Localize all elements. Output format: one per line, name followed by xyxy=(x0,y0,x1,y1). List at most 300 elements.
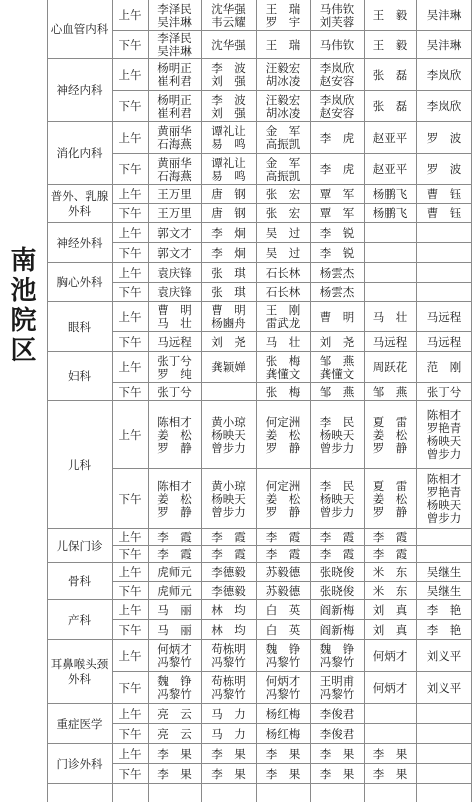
doctor-name: 曾步力 xyxy=(426,447,462,461)
doctor-name: 冯黎竹 xyxy=(265,687,301,701)
doctor-name: 吴继生 xyxy=(426,565,462,579)
doctor-name: 杨映天 xyxy=(319,427,355,442)
doctor-cell xyxy=(201,563,256,582)
doctor-name: 李 果 xyxy=(265,766,301,781)
doctor-name: 苟栋明 xyxy=(211,674,246,688)
doctor-name: 杨明正 xyxy=(157,61,192,75)
doctor-cell xyxy=(201,764,256,784)
doctor-cell xyxy=(310,223,364,243)
doctor-name: 罗 静 xyxy=(372,440,408,455)
doctor-cell xyxy=(201,546,256,563)
doctor-name: 覃 军 xyxy=(319,187,355,201)
doctor-name: 唐 钢 xyxy=(211,187,246,201)
doctor-name: 冯黎竹 xyxy=(157,655,192,669)
doctor-name: 胡冰凌 xyxy=(265,74,301,88)
doctor-name: 冯黎竹 xyxy=(157,687,192,701)
doctor-cell xyxy=(364,640,416,672)
doctor-cell xyxy=(310,401,364,469)
doctor-cell xyxy=(310,672,364,704)
doctor-name: 杨鹏飞 xyxy=(372,206,408,220)
column-divider xyxy=(148,0,149,802)
doctor-cell xyxy=(201,59,256,91)
period-label: 下午 xyxy=(118,99,142,113)
doctor-name: 雷武龙 xyxy=(265,316,301,330)
doctor-cell xyxy=(148,546,201,563)
doctor-cell xyxy=(310,332,364,352)
doctor-cell xyxy=(148,31,201,59)
doctor-cell xyxy=(256,332,310,352)
doctor-name: 李 霞 xyxy=(211,530,246,544)
column-divider xyxy=(416,0,417,802)
doctor-cell xyxy=(256,640,310,672)
doctor-cell xyxy=(310,546,364,563)
doctor-name: 杨映天 xyxy=(211,491,246,506)
doctor-cell xyxy=(364,529,416,546)
doctor-cell xyxy=(310,302,364,332)
doctor-name: 虎师元 xyxy=(157,565,192,579)
doctor-name: 杨映天 xyxy=(426,434,462,448)
doctor-name: 郭文才 xyxy=(157,245,192,260)
doctor-cell xyxy=(310,59,364,91)
doctor-name: 李 锐 xyxy=(319,225,355,240)
doctor-cell xyxy=(310,744,364,764)
doctor-name: 曾步力 xyxy=(319,504,355,519)
doctor-name: 杨映天 xyxy=(211,427,246,442)
doctor-cell xyxy=(256,764,310,784)
doctor-cell xyxy=(416,469,472,529)
doctor-name: 邹 燕 xyxy=(319,353,355,368)
doctor-cell xyxy=(310,640,364,672)
doctor-cell xyxy=(310,529,364,546)
period-label: 下午 xyxy=(118,162,142,176)
doctor-cell xyxy=(416,352,472,383)
doctor-name: 石长林 xyxy=(265,285,301,299)
doctor-cell xyxy=(256,223,310,243)
doctor-name: 杨映天 xyxy=(319,491,355,506)
doctor-name: 杨明正 xyxy=(157,92,192,107)
doctor-name: 马 壮 xyxy=(265,334,301,349)
doctor-name: 曾步力 xyxy=(319,440,355,455)
doctor-name: 张晓俊 xyxy=(319,583,355,598)
doctor-cell xyxy=(364,546,416,563)
doctor-cell xyxy=(310,582,364,600)
doctor-cell xyxy=(256,672,310,704)
doctor-name: 袁庆锋 xyxy=(157,285,192,299)
doctor-cell xyxy=(416,582,472,600)
doctor-name: 石海燕 xyxy=(157,168,192,183)
doctor-name: 李德毅 xyxy=(211,583,246,598)
doctor-name: 赵亚平 xyxy=(372,162,408,176)
period-label: 上午 xyxy=(118,360,142,374)
doctor-name: 胡冰凌 xyxy=(265,105,301,120)
period-label: 上午 xyxy=(118,427,142,442)
doctor-name: 易 鸣 xyxy=(211,137,246,151)
doctor-cell xyxy=(148,91,201,122)
doctor-name: 夏 雷 xyxy=(372,414,408,429)
doctor-cell xyxy=(364,59,416,91)
doctor-name: 杨红梅 xyxy=(265,726,301,741)
doctor-name: 李 果 xyxy=(211,766,246,781)
doctor-name: 李 艳 xyxy=(426,602,462,617)
doctor-cell xyxy=(364,744,416,764)
doctor-cell xyxy=(256,724,310,744)
doctor-name: 杨红梅 xyxy=(265,706,301,721)
doctor-name: 阎新梅 xyxy=(319,622,355,637)
doctor-name: 龚懂文 xyxy=(265,366,301,381)
doctor-cell xyxy=(201,243,256,263)
doctor-name: 韦云耀 xyxy=(211,14,246,29)
doctor-name: 冯黎竹 xyxy=(211,687,246,701)
doctor-cell xyxy=(310,764,364,784)
doctor-name: 马伟钦 xyxy=(319,37,355,52)
doctor-name: 赵亚平 xyxy=(372,130,408,145)
doctor-name: 罗 纯 xyxy=(157,366,192,381)
period-label: 下午 xyxy=(118,206,142,220)
doctor-name: 李 果 xyxy=(211,746,246,761)
doctor-name: 马 壮 xyxy=(372,309,408,324)
doctor-name: 罗 静 xyxy=(372,504,408,519)
doctor-name: 白 英 xyxy=(265,622,301,637)
doctor-cell xyxy=(256,582,310,600)
doctor-cell xyxy=(256,563,310,582)
doctor-name: 亮 云 xyxy=(157,706,192,721)
doctor-cell xyxy=(364,302,416,332)
doctor-cell xyxy=(201,302,256,332)
period-label: 下午 xyxy=(118,245,142,260)
doctor-name: 米 东 xyxy=(372,583,408,598)
doctor-cell xyxy=(256,600,310,620)
doctor-cell xyxy=(256,91,310,122)
doctor-name: 李 波 xyxy=(211,92,246,107)
doctor-name: 袁庆锋 xyxy=(157,265,192,280)
doctor-cell xyxy=(364,600,416,620)
doctor-name: 李 霞 xyxy=(372,530,408,544)
doctor-name: 吴 过 xyxy=(265,245,301,260)
doctor-cell xyxy=(310,31,364,59)
doctor-name: 王 毅 xyxy=(372,37,408,52)
period-label: 上午 xyxy=(118,225,142,240)
doctor-name: 曾步力 xyxy=(211,440,246,455)
period-label: 上午 xyxy=(118,265,142,280)
doctor-name: 苏毅德 xyxy=(265,565,301,579)
doctor-cell xyxy=(201,122,256,154)
period-label: 下午 xyxy=(118,726,142,741)
doctor-name: 罗 宇 xyxy=(265,14,301,29)
doctor-name: 李 霞 xyxy=(319,547,355,561)
doctor-cell xyxy=(201,154,256,185)
doctor-name: 李 果 xyxy=(265,746,301,761)
doctor-name: 吴沣琳 xyxy=(157,44,192,58)
doctor-name: 李 民 xyxy=(319,478,355,493)
doctor-name: 杨鹏飞 xyxy=(372,187,408,201)
column-divider xyxy=(112,0,113,802)
period-label: 上午 xyxy=(118,309,142,324)
column-divider xyxy=(201,0,202,802)
doctor-name: 黄小琼 xyxy=(211,414,246,429)
doctor-cell xyxy=(364,31,416,59)
doctor-cell xyxy=(201,620,256,640)
doctor-cell xyxy=(416,0,472,31)
doctor-cell xyxy=(148,223,201,243)
doctor-cell xyxy=(148,263,201,283)
doctor-cell xyxy=(416,31,472,59)
campus-label-char: 池 xyxy=(10,276,37,306)
doctor-cell xyxy=(201,352,256,383)
doctor-name: 陈相才 xyxy=(157,478,192,493)
doctor-cell xyxy=(256,546,310,563)
doctor-name: 冯黎竹 xyxy=(211,655,246,669)
doctor-cell xyxy=(201,704,256,724)
doctor-name: 何炳才 xyxy=(157,642,192,656)
doctor-name: 李岚欣 xyxy=(319,61,355,75)
doctor-cell xyxy=(201,529,256,546)
doctor-name: 金 军 xyxy=(265,155,301,170)
doctor-name: 李俊君 xyxy=(319,706,355,721)
doctor-name: 陈相才 xyxy=(157,414,192,429)
campus-label-char: 区 xyxy=(10,336,37,366)
doctor-cell xyxy=(148,122,201,154)
doctor-name: 罗 静 xyxy=(157,504,192,519)
doctor-cell xyxy=(148,640,201,672)
doctor-cell xyxy=(148,383,201,401)
doctor-cell xyxy=(148,204,201,223)
doctor-name: 罗 静 xyxy=(265,504,301,519)
doctor-cell xyxy=(310,620,364,640)
doctor-name: 杨映天 xyxy=(426,498,462,512)
doctor-name: 姜 松 xyxy=(265,491,301,506)
doctor-name: 张 琪 xyxy=(211,265,246,280)
doctor-cell xyxy=(416,302,472,332)
doctor-name: 李泽民 xyxy=(157,31,192,45)
doctor-cell xyxy=(364,185,416,204)
doctor-name: 李岚欣 xyxy=(319,92,355,107)
doctor-cell xyxy=(416,620,472,640)
period-label: 上午 xyxy=(118,706,142,721)
doctor-cell xyxy=(148,744,201,764)
doctor-name: 马伟钦 xyxy=(319,1,355,16)
doctor-cell xyxy=(416,764,472,784)
department-name: 心血管内科 xyxy=(50,22,109,36)
doctor-cell xyxy=(201,469,256,529)
doctor-cell xyxy=(416,672,472,704)
period-label: 上午 xyxy=(118,648,142,663)
doctor-cell xyxy=(256,302,310,332)
doctor-cell xyxy=(310,283,364,302)
doctor-cell xyxy=(416,401,472,469)
doctor-cell xyxy=(148,283,201,302)
doctor-cell xyxy=(148,243,201,263)
period-label: 下午 xyxy=(118,766,142,781)
doctor-cell xyxy=(364,204,416,223)
department-name: 耳鼻喉头颈外科 xyxy=(50,657,109,686)
doctor-name: 马 丽 xyxy=(157,602,192,617)
period-label: 上午 xyxy=(118,8,142,22)
doctor-name: 阎新梅 xyxy=(319,602,355,617)
doctor-cell xyxy=(364,122,416,154)
doctor-cell xyxy=(201,263,256,283)
doctor-cell xyxy=(310,469,364,529)
doctor-name: 李 锐 xyxy=(319,245,355,260)
doctor-name: 吴 过 xyxy=(265,225,301,240)
doctor-cell xyxy=(416,744,472,764)
doctor-name: 刘 真 xyxy=(372,622,408,637)
period-label: 下午 xyxy=(118,547,142,561)
doctor-name: 张 梅 xyxy=(265,384,301,399)
doctor-name: 黄丽华 xyxy=(157,155,192,170)
period-label: 下午 xyxy=(118,384,142,399)
doctor-name: 李 虎 xyxy=(319,162,355,176)
period-label: 下午 xyxy=(118,285,142,299)
department-name: 眼科 xyxy=(68,319,91,334)
doctor-cell xyxy=(364,469,416,529)
doctor-name: 黄小琼 xyxy=(211,478,246,493)
doctor-cell xyxy=(148,529,201,546)
doctor-name: 魏 铮 xyxy=(319,642,355,656)
doctor-name: 刘芙蓉 xyxy=(319,14,355,29)
doctor-name: 吴沣琳 xyxy=(426,37,462,52)
doctor-name: 汪毅宏 xyxy=(265,61,301,75)
doctor-cell xyxy=(416,263,472,283)
doctor-name: 崔利君 xyxy=(157,105,192,120)
doctor-cell xyxy=(148,469,201,529)
period-label: 上午 xyxy=(118,565,142,579)
department-divider xyxy=(47,783,472,784)
doctor-cell xyxy=(416,243,472,263)
doctor-name: 曹 钰 xyxy=(426,187,462,201)
doctor-name: 刘 强 xyxy=(211,105,246,120)
doctor-cell xyxy=(148,704,201,724)
department-name: 神经外科 xyxy=(56,235,103,250)
doctor-cell xyxy=(310,0,364,31)
doctor-name: 李泽民 xyxy=(157,1,192,16)
doctor-name: 范 刚 xyxy=(426,360,462,374)
doctor-name: 易 鸣 xyxy=(211,168,246,183)
doctor-name: 陈相才 xyxy=(426,472,462,486)
doctor-name: 罗 静 xyxy=(157,440,192,455)
doctor-name: 马远程 xyxy=(426,334,462,349)
doctor-cell xyxy=(148,764,201,784)
doctor-cell xyxy=(201,401,256,469)
doctor-name: 李 炯 xyxy=(211,245,246,260)
doctor-name: 王 瑞 xyxy=(265,1,301,16)
doctor-cell xyxy=(201,204,256,223)
doctor-name: 龚颖婵 xyxy=(211,360,246,374)
doctor-cell xyxy=(416,154,472,185)
doctor-name: 曾步力 xyxy=(211,504,246,519)
doctor-cell xyxy=(148,724,201,744)
doctor-name: 石长林 xyxy=(265,265,301,280)
doctor-name: 王 刚 xyxy=(265,303,301,317)
doctor-cell xyxy=(256,185,310,204)
doctor-name: 马远程 xyxy=(372,334,408,349)
department-name: 妇科 xyxy=(68,369,91,383)
doctor-name: 郭文才 xyxy=(157,225,192,240)
doctor-cell xyxy=(310,185,364,204)
doctor-name: 刘 真 xyxy=(372,602,408,617)
period-label: 上午 xyxy=(118,130,142,145)
department-name: 普外、乳腺外科 xyxy=(50,189,109,218)
doctor-name: 周跃花 xyxy=(372,360,408,374)
doctor-cell xyxy=(310,724,364,744)
doctor-name: 冯黎竹 xyxy=(319,655,355,669)
doctor-cell xyxy=(148,185,201,204)
doctor-name: 李 虎 xyxy=(319,130,355,145)
doctor-cell xyxy=(201,744,256,764)
doctor-cell xyxy=(256,263,310,283)
period-label: 下午 xyxy=(118,334,142,349)
doctor-cell xyxy=(416,704,472,724)
doctor-cell xyxy=(148,401,201,469)
doctor-name: 张 宏 xyxy=(265,187,301,201)
doctor-cell xyxy=(416,529,472,546)
doctor-name: 马远程 xyxy=(157,334,192,349)
doctor-name: 李 果 xyxy=(319,746,355,761)
doctor-name: 赵安容 xyxy=(319,74,355,88)
doctor-cell xyxy=(201,283,256,302)
doctor-cell xyxy=(201,332,256,352)
period-label: 上午 xyxy=(118,187,142,201)
doctor-name: 汪毅宏 xyxy=(265,92,301,107)
doctor-name: 曹 明 xyxy=(211,303,246,317)
doctor-name: 崔利君 xyxy=(157,74,192,88)
doctor-name: 何炳才 xyxy=(372,680,408,695)
doctor-cell xyxy=(364,383,416,401)
doctor-name: 高振凯 xyxy=(265,168,301,183)
doctor-name: 王 瑞 xyxy=(265,37,301,52)
doctor-name: 张丁兮 xyxy=(426,384,462,399)
doctor-name: 魏 铮 xyxy=(265,642,301,656)
doctor-name: 邹 燕 xyxy=(372,384,408,399)
doctor-name: 曾步力 xyxy=(426,511,462,525)
doctor-name: 李 霞 xyxy=(265,530,301,544)
column-divider xyxy=(364,0,365,802)
doctor-cell xyxy=(201,724,256,744)
doctor-name: 张 磊 xyxy=(372,67,408,82)
doctor-name: 苏毅德 xyxy=(265,583,301,598)
doctor-name: 沈华强 xyxy=(211,1,246,16)
doctor-cell xyxy=(201,185,256,204)
doctor-cell xyxy=(416,59,472,91)
doctor-cell xyxy=(201,0,256,31)
doctor-name: 李 霞 xyxy=(265,547,301,561)
doctor-cell xyxy=(416,91,472,122)
doctor-cell xyxy=(416,383,472,401)
doctor-name: 王明甫 xyxy=(319,674,355,688)
doctor-cell xyxy=(416,223,472,243)
doctor-name: 李 霞 xyxy=(157,547,192,561)
doctor-cell xyxy=(364,0,416,31)
doctor-cell xyxy=(416,640,472,672)
doctor-name: 张晓俊 xyxy=(319,565,355,579)
doctor-name: 龚懂文 xyxy=(319,366,355,381)
doctor-cell xyxy=(310,704,364,724)
doctor-name: 李 炯 xyxy=(211,225,246,240)
doctor-name: 张 磊 xyxy=(372,99,408,113)
doctor-name: 张丁兮 xyxy=(157,384,192,399)
doctor-cell xyxy=(310,154,364,185)
doctor-name: 王 毅 xyxy=(372,8,408,22)
doctor-name: 曹 钰 xyxy=(426,206,462,220)
doctor-cell xyxy=(364,401,416,469)
doctor-cell xyxy=(256,154,310,185)
doctor-name: 谭礼让 xyxy=(211,155,246,170)
department-name: 儿科 xyxy=(68,457,91,472)
doctor-name: 李 民 xyxy=(319,414,355,429)
doctor-cell xyxy=(364,352,416,383)
doctor-name: 李 果 xyxy=(157,766,192,781)
doctor-cell xyxy=(364,704,416,724)
doctor-cell xyxy=(416,122,472,154)
